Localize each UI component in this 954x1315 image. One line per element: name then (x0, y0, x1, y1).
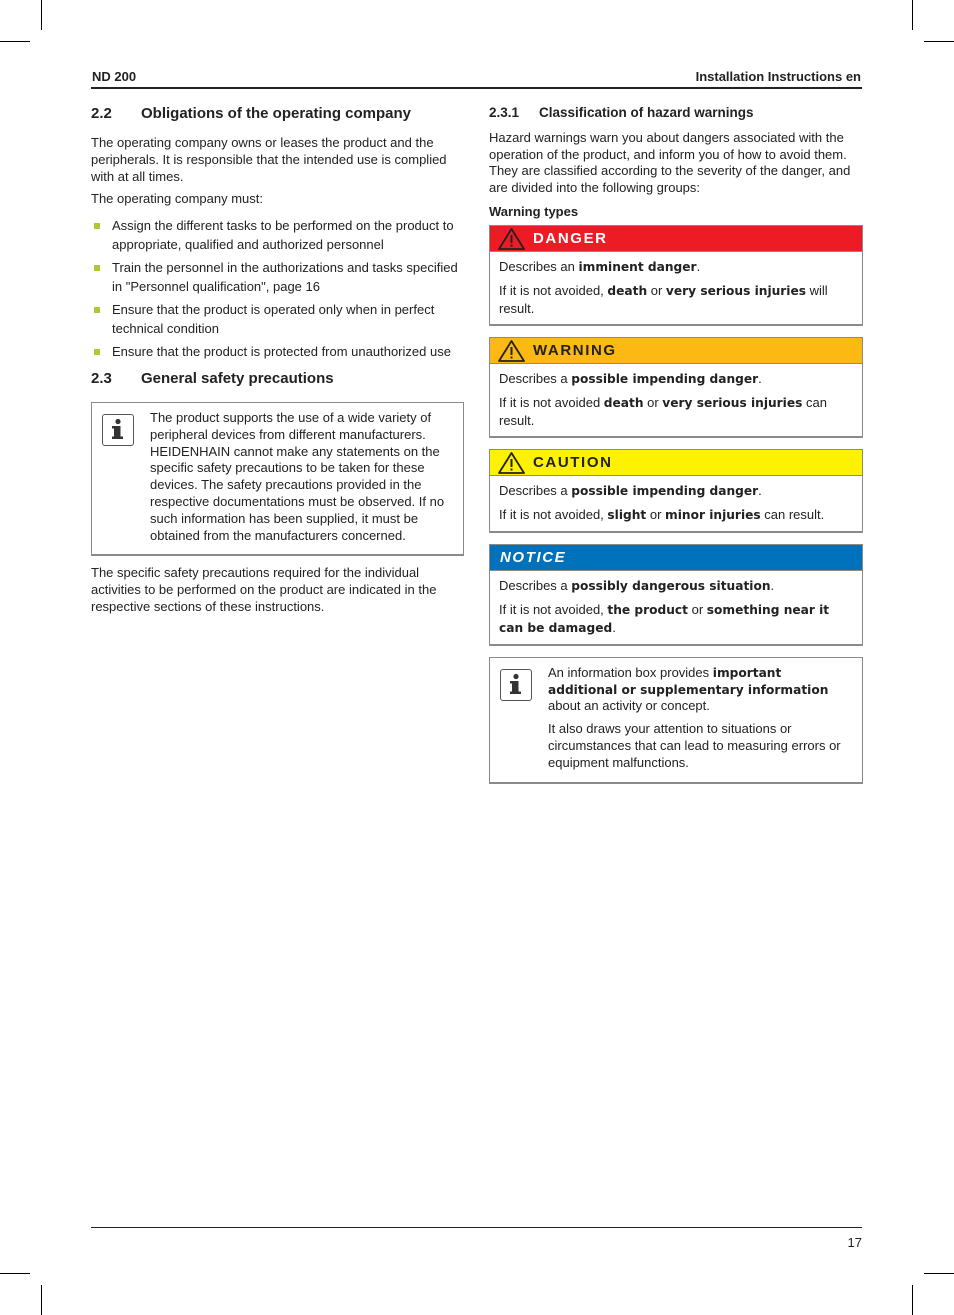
section-number: 2.3.1 (489, 105, 520, 120)
info-text: The product supports the use of a wide variety of peripheral devices from different manufacturers. HEIDENHAIN cannot make any statements on the specific safety precautions to be taken for these devices. The safety precautions provided in the respective documentations must be observed. If no such information has been supplied, it must be obtained from the manufacturers concerned. (150, 410, 445, 543)
info-text: An information box provides important additional or supplementary information about an activity or concept. (548, 664, 829, 714)
caution-line-1: Describes a possible impending danger. (499, 482, 762, 498)
danger-line-2: If it is not avoided, death or very serious injuries will result. (499, 282, 828, 316)
bullet-square-icon (94, 265, 100, 271)
caution-header (490, 450, 862, 476)
section-title: Classification of hazard warnings (539, 105, 754, 120)
warning-triangle-icon (498, 228, 525, 250)
info-box (489, 657, 863, 784)
right-column (489, 104, 863, 784)
notice-header (490, 545, 862, 571)
crop-mark (924, 1273, 954, 1274)
warning-label: WARNING (533, 341, 617, 359)
caution-body (490, 476, 862, 531)
caution-label: CAUTION (533, 453, 613, 471)
paragraph: Hazard warnings warn you about dangers associated with the operation of the product, and inform you of how to avoid them. They are classified according to the severity of the danger, and are divided into the following groups: (489, 130, 851, 196)
left-column (91, 104, 464, 615)
crop-mark (41, 0, 42, 30)
list-item: Train the personnel in the authorizations and tasks specified in "Personnel qualification", page 16 (91, 258, 464, 296)
footer-rule (91, 1227, 862, 1228)
notice-box (489, 544, 863, 646)
caution-line-2: If it is not avoided, slight or minor injuries can result. (499, 506, 825, 522)
warning-header (490, 338, 862, 364)
crop-mark (41, 1285, 42, 1315)
bullet-square-icon (94, 349, 100, 355)
crop-mark (0, 41, 30, 42)
page-number: 17 (847, 1235, 862, 1250)
bullet-list (91, 216, 464, 361)
section-number: 2.3 (91, 370, 112, 387)
header-document-title: Installation Instructions en (695, 69, 861, 84)
notice-line-1: Describes a possibly dangerous situation. (499, 577, 775, 593)
warning-body (490, 364, 862, 436)
warning-triangle-icon (498, 340, 525, 362)
section-heading-2-3-1 (489, 104, 863, 122)
notice-body (490, 571, 862, 644)
crop-mark (912, 0, 913, 30)
section-heading-2-2 (91, 104, 464, 124)
bullet-square-icon (94, 307, 100, 313)
section-number: 2.2 (91, 105, 112, 122)
paragraph: The operating company owns or leases the product and the peripherals. It is responsible that the intended use is complied with at all times. (91, 135, 447, 184)
paragraph: The specific safety precautions required for the individual activities to be performed on the product are indicated in the respective sections of these instructions. (91, 565, 437, 615)
info-icon (500, 669, 532, 701)
crop-mark (912, 1285, 913, 1315)
crop-mark (924, 41, 954, 42)
info-box (91, 402, 464, 556)
warning-line-1: Describes a possible impending danger. (499, 370, 762, 386)
crop-mark (0, 1273, 30, 1274)
list-item: Assign the different tasks to be performed on the product to appropriate, qualified and authorized personnel (91, 216, 464, 254)
section-title: General safety precautions (141, 370, 334, 387)
danger-line-1: Describes an imminent danger. (499, 258, 701, 274)
caution-box (489, 449, 863, 533)
list-item: Ensure that the product is protected from unauthorized use (91, 342, 464, 361)
info-icon (102, 414, 134, 446)
list-item: Ensure that the product is operated only when in perfect technical condition (91, 300, 464, 338)
notice-label: NOTICE (500, 548, 567, 566)
notice-line-2: If it is not avoided, the product or something near it can be damaged. (499, 601, 830, 635)
danger-body (490, 252, 862, 324)
bullet-square-icon (94, 223, 100, 229)
danger-label: DANGER (533, 229, 608, 247)
header-product: ND 200 (92, 69, 137, 84)
section-heading-2-3 (91, 369, 464, 389)
danger-box (489, 225, 863, 326)
paragraph: The operating company must: (91, 191, 263, 206)
warning-triangle-icon (498, 452, 525, 474)
info-text: It also draws your attention to situations or circumstances that can lead to measuring errors or equipment malfunctions. (548, 721, 841, 770)
warning-line-2: If it is not avoided death or very serious injuries can result. (499, 394, 827, 428)
warning-box (489, 337, 863, 438)
danger-header (490, 226, 862, 252)
section-title: Obligations of the operating company (141, 105, 412, 122)
page-header (91, 69, 862, 89)
warning-types-label: Warning types (489, 203, 579, 219)
